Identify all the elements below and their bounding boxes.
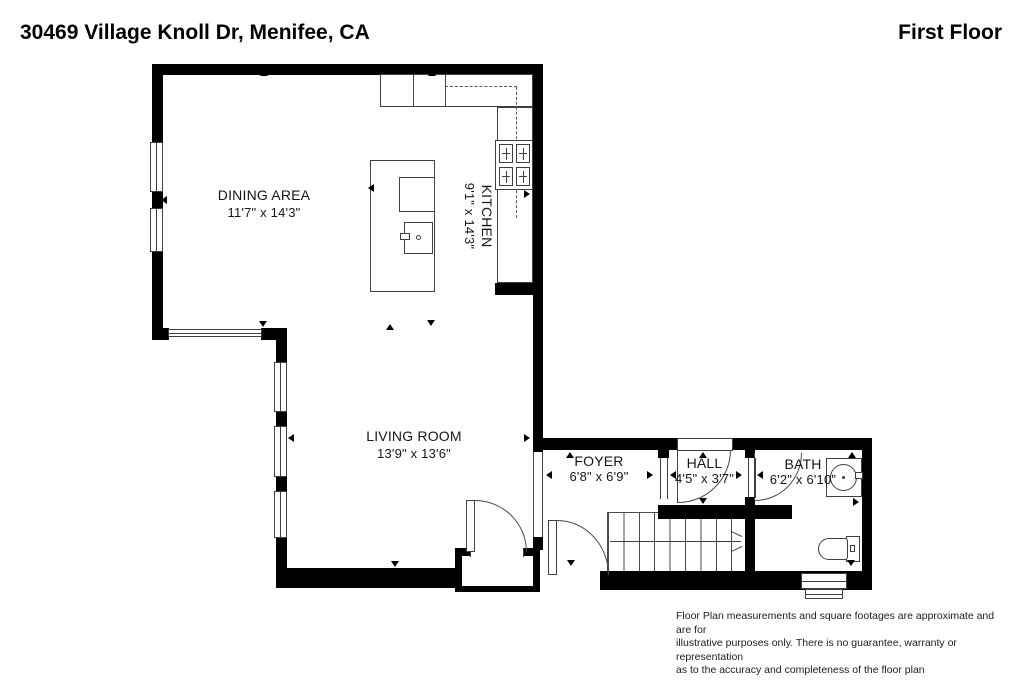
cabinet-divider: [445, 75, 446, 106]
room-label-living: [324, 428, 504, 462]
room-name: LIVING ROOM: [366, 428, 462, 444]
dimension-marker: [670, 471, 676, 479]
dimension-marker: [566, 452, 574, 458]
dimension-marker: [699, 498, 707, 504]
dimension-marker: [848, 452, 856, 458]
wall: [658, 505, 792, 519]
disclaimer-line: Floor Plan measurements and square footages are approximate and are for: [676, 610, 995, 636]
dimension-marker: [647, 471, 653, 479]
room-dims: 4'5" x 3'7": [674, 471, 735, 486]
island-cabinet: [399, 177, 435, 212]
stairs: [607, 512, 746, 572]
dimension-marker: [288, 434, 294, 442]
front-door-leaf: [466, 500, 475, 552]
dimension-marker: [757, 471, 763, 479]
room-label-bath: [757, 456, 849, 488]
dimension-marker: [853, 498, 859, 506]
dimension-marker: [260, 70, 268, 76]
burner-icon: [499, 144, 513, 163]
stairs-direction-line: [610, 541, 741, 542]
room-name: BATH: [784, 456, 822, 472]
window: [274, 362, 287, 412]
room-name: HALL: [686, 455, 723, 471]
dimension-marker: [259, 321, 267, 327]
dimension-marker: [699, 452, 707, 458]
dimension-marker: [386, 324, 394, 330]
drain-icon: [416, 235, 421, 240]
room-dims: 6'8" x 6'9": [569, 469, 629, 484]
room-dims: 13'9" x 13'6": [377, 446, 451, 461]
wall: [745, 505, 755, 573]
door-swing-arc: [475, 500, 527, 552]
opening-jamb: [748, 458, 749, 498]
opening-jamb: [533, 452, 534, 537]
dimension-marker: [524, 190, 530, 198]
kitchen-counter: [380, 74, 533, 107]
foyer-door-leaf: [548, 520, 557, 575]
exterior-step: [805, 589, 843, 599]
opening-jamb: [660, 458, 661, 499]
opening-jamb: [542, 452, 543, 537]
room-dims: 11'7" x 14'3": [227, 205, 301, 220]
dimension-marker: [567, 560, 575, 566]
wall: [862, 438, 872, 590]
page-title-address: 30469 Village Knoll Dr, Menifee, CA: [20, 21, 370, 44]
window: [274, 426, 287, 477]
bath-window: [801, 573, 847, 589]
faucet-icon: [400, 233, 410, 240]
room-label-kitchen: [459, 161, 495, 271]
toilet-icon: [818, 538, 848, 560]
room-name: FOYER: [574, 453, 624, 469]
burner-icon: [499, 167, 513, 186]
window: [150, 142, 163, 192]
wall: [276, 568, 462, 588]
room-label-dining: [174, 187, 354, 221]
dimension-marker: [428, 70, 436, 76]
room-name: KITCHEN: [479, 184, 495, 248]
dimension-marker: [546, 471, 552, 479]
flush-button-icon: [850, 545, 855, 552]
dimension-marker: [524, 434, 530, 442]
dimension-marker: [161, 196, 167, 204]
entry-porch-floor: [462, 556, 533, 586]
room-dims: 9'1" x 14'3": [462, 182, 477, 250]
wall: [152, 328, 169, 340]
dimension-marker: [368, 184, 374, 192]
burner-icon: [516, 144, 530, 163]
room-name: DINING AREA: [217, 187, 311, 203]
dimension-marker: [736, 471, 742, 479]
cabinet-divider: [413, 75, 414, 106]
faucet-icon: [855, 472, 863, 479]
room-label-foyer: [549, 453, 649, 485]
door-swing-arc: [557, 520, 609, 575]
window: [150, 208, 163, 252]
disclaimer: [676, 610, 1012, 678]
floor-label: First Floor: [898, 21, 1002, 44]
window: [168, 329, 262, 337]
dimension-marker: [847, 560, 855, 566]
burner-icon: [516, 167, 530, 186]
dimension-marker: [391, 561, 399, 567]
disclaimer-line: illustrative purposes only. There is no guarantee, warranty or representation: [676, 637, 957, 663]
dimension-marker: [427, 320, 435, 326]
disclaimer-line: as to the accuracy and completeness of the floor plan: [676, 664, 925, 676]
wall: [533, 64, 543, 452]
wall: [495, 283, 543, 295]
upper-cabinet-outline: [445, 86, 517, 88]
room-dims: 6'2" x 6'10": [769, 472, 837, 487]
window: [274, 491, 287, 538]
